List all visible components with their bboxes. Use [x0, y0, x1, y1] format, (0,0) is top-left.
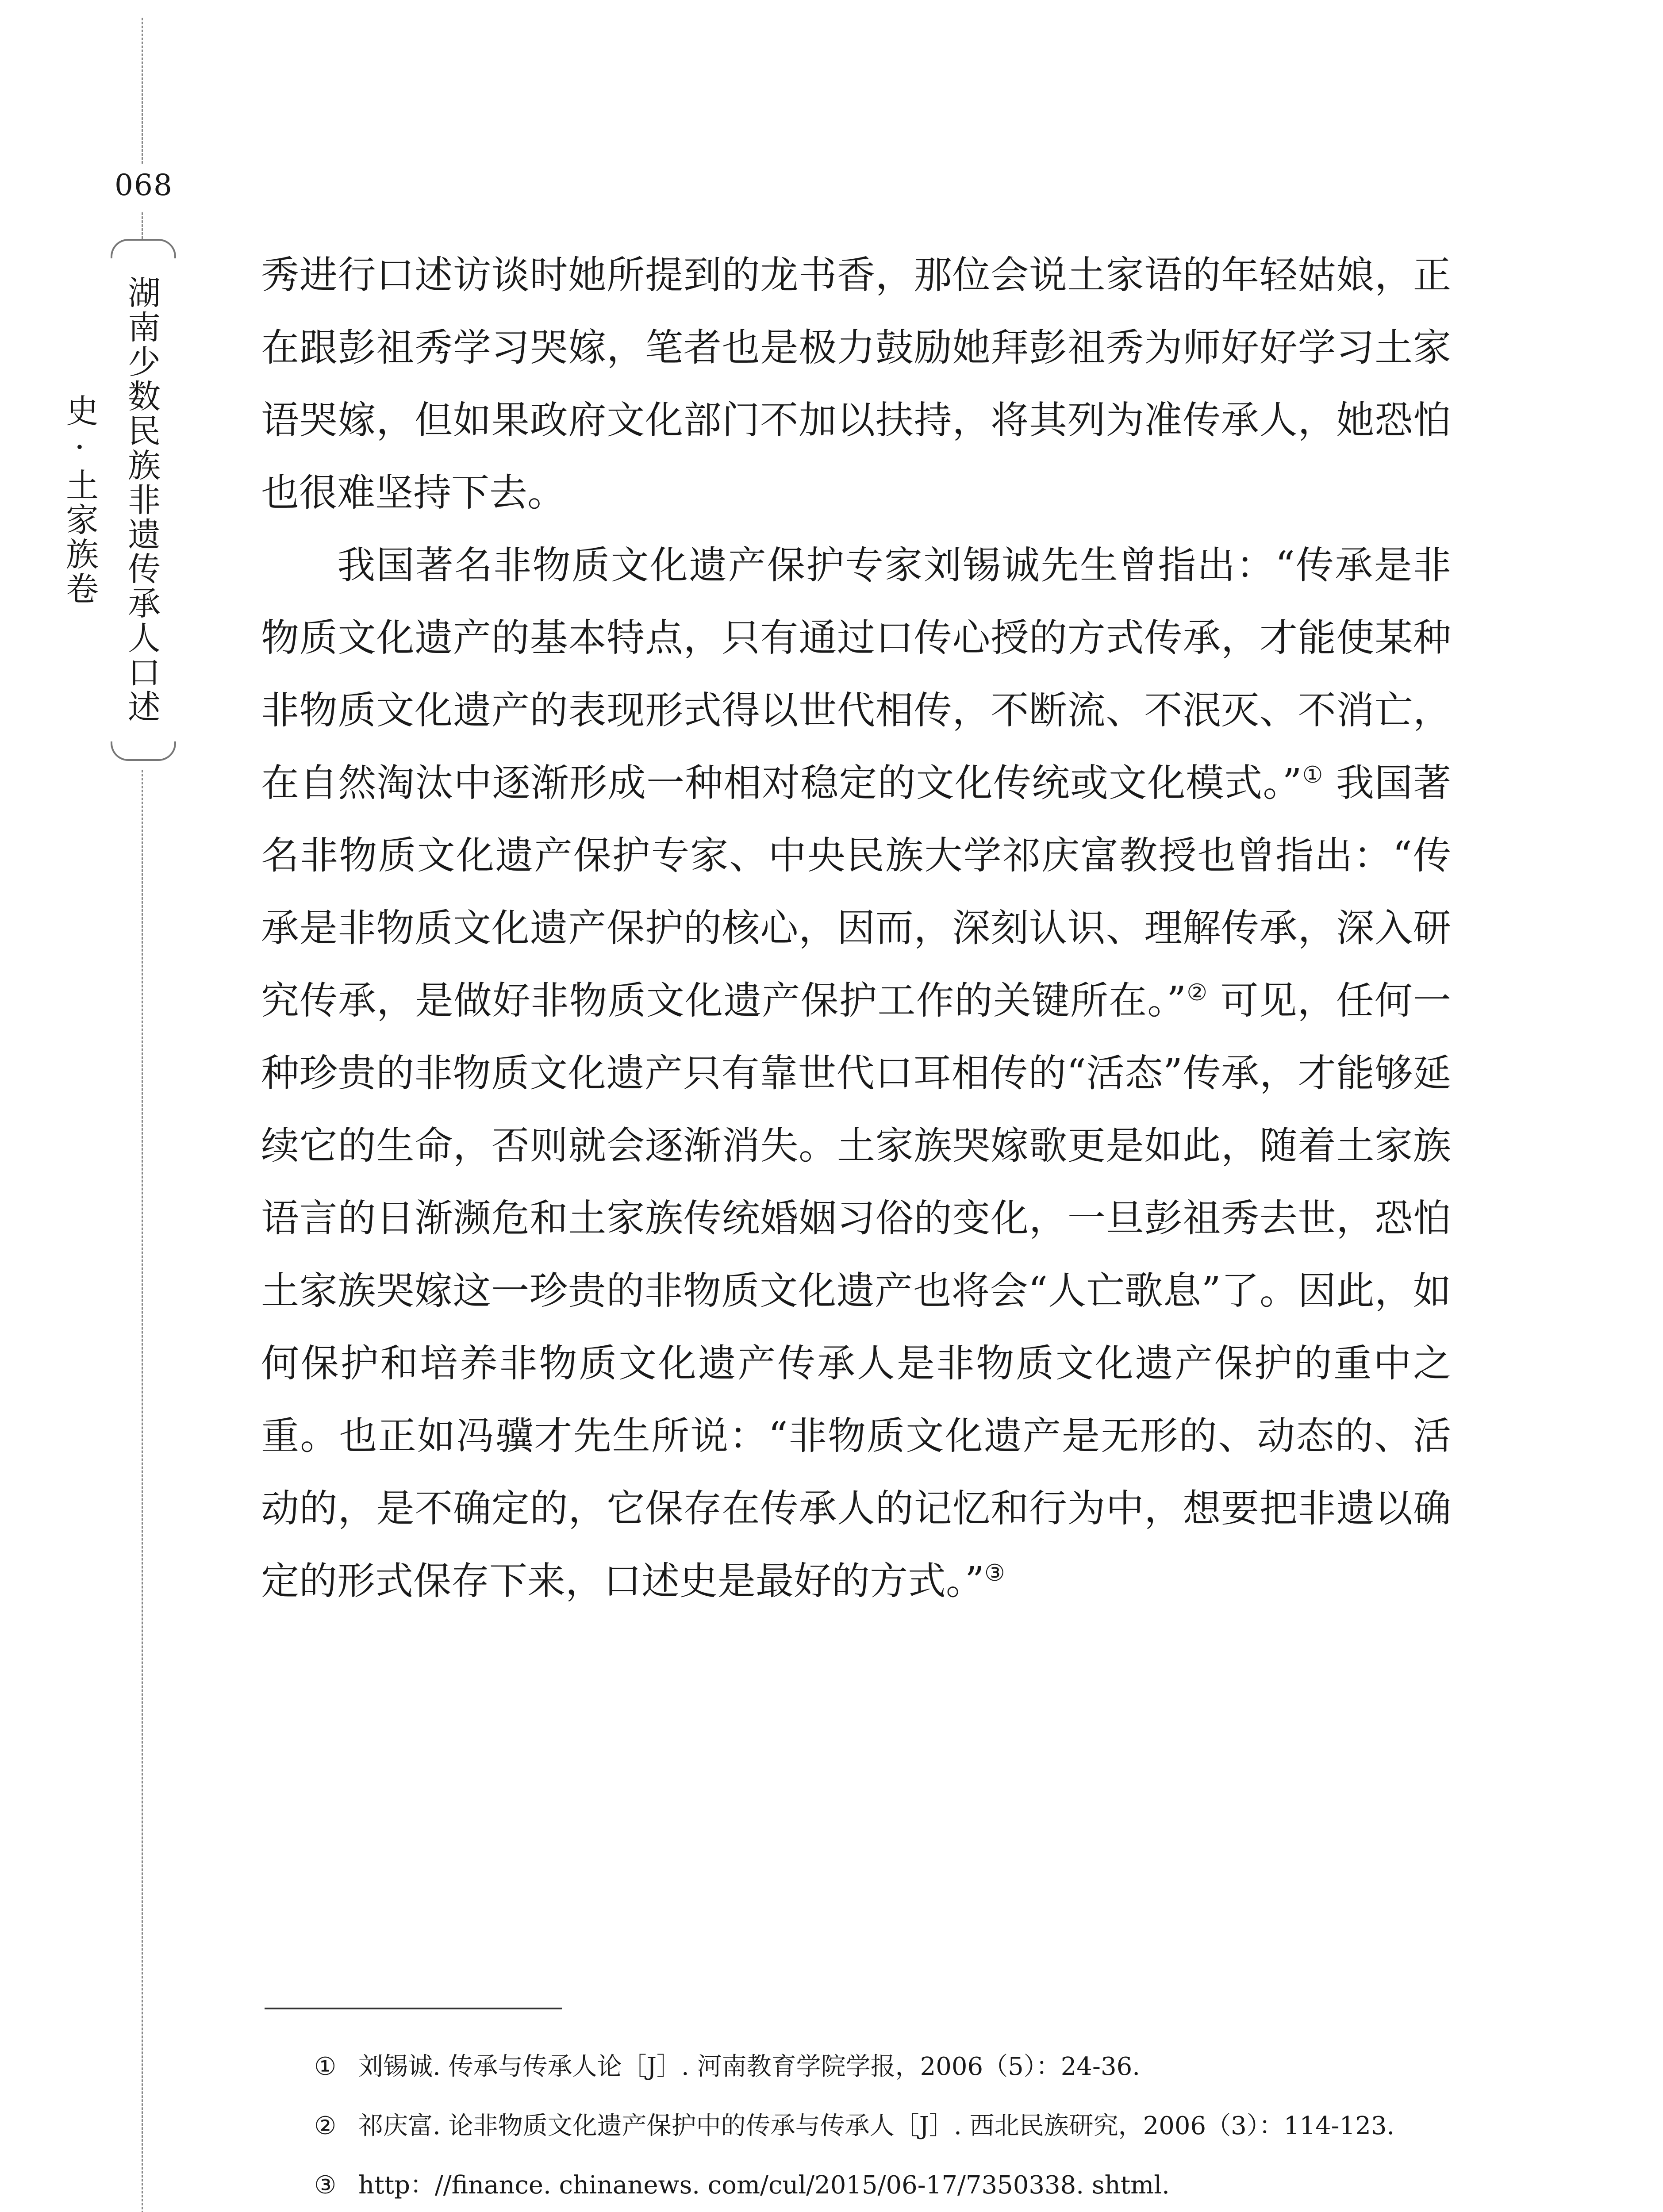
series-title-block [61, 239, 186, 761]
paragraph-2-segment-1: 我国著名非物质文化遗产保护专家刘锡诚先生曾指出：“传承是非物质文化遗产的基本特点，只有通过口传心授的方式传承，才能使某种非物质文化遗产的表现形式得以世代相传，不断流、不泯灭、不消亡，在自然淘汰中逐渐形成一种相对稳定的文化传统或文化模式。” [261, 543, 1451, 805]
footnote-separator [265, 2008, 562, 2009]
page-number: 068 [115, 168, 173, 202]
footnote-text: 祁庆富. 论非物质文化遗产保护中的传承与传承人［J］. 西北民族研究，2006（3）：114-123. [358, 2112, 1395, 2140]
footnote-2 [261, 2103, 1451, 2149]
footnote-ref-2: ② [1186, 979, 1208, 1006]
paragraph-1: 秀进行口述访谈时她所提到的龙书香，那位会说土家语的年轻姑娘，正在跟彭祖秀学习哭嫁，笔者也是极力鼓励她拜彭祖秀为师好好学习土家语哭嫁，但如果政府文化部门不加以扶持，将其列为准传承人，她恐怕也很难坚持下去。 [261, 253, 1451, 515]
series-title: 湖南少数民族非遗传承人口述史·土家族卷 [61, 276, 161, 724]
footnote-3 [261, 2162, 1451, 2208]
bracket-bottom-ornament [111, 741, 176, 761]
footnotes [261, 2044, 1451, 2212]
paragraph-2 [261, 529, 1451, 1617]
body-text [261, 239, 1451, 1617]
margin-dashed-rule-bottom [142, 770, 143, 2212]
footnote-number: ② [314, 2112, 337, 2140]
footnote-ref-3: ③ [984, 1560, 1005, 1586]
margin-dashed-rule-middle [142, 212, 143, 239]
footnote-number: ③ [314, 2171, 337, 2200]
paragraph-2-segment-2: 我国著名非物质文化遗产保护专家、中央民族大学祁庆富教授也曾指出：“传承是非物质文化遗产保护的核心，因而，深刻认识、理解传承，深入研究传承，是做好非物质文化遗产保护工作的关键所在。” [261, 761, 1452, 1023]
margin-dashed-rule-top [142, 18, 143, 164]
footnote-ref-1: ① [1302, 762, 1324, 788]
footnote-text: http：//finance. chinanews. com/cul/2015/06-17/7350338. shtml. [358, 2171, 1170, 2200]
footnote-number: ① [314, 2052, 337, 2081]
footnote-1 [261, 2044, 1451, 2090]
footnote-text: 刘锡诚. 传承与传承人论［J］. 河南教育学院学报，2006（5）：24-36. [358, 2052, 1141, 2081]
paragraph-2-segment-3: 可见，任何一种珍贵的非物质文化遗产只有靠世代口耳相传的“活态”传承，才能够延续它的生命，否则就会逐渐消失。土家族哭嫁歌更是如此，随着土家族语言的日渐濒危和土家族传统婚姻习俗的变化，一旦彭祖秀去世，恐怕土家族哭嫁这一珍贵的非物质文化遗产也将会“人亡歌息”了。因此，如何保护和培养非物质文化遗产传承人是非物质文化遗产保护的重中之重。也正如冯骥才先生所说：“非物质文化遗产是无形的、动态的、活动的，是不确定的，它保存在传承人的记忆和行为中，想要把非遗以确定的形式保存下来，口述史是最好的方式。” [261, 979, 1451, 1603]
bracket-top-ornament [111, 239, 176, 258]
